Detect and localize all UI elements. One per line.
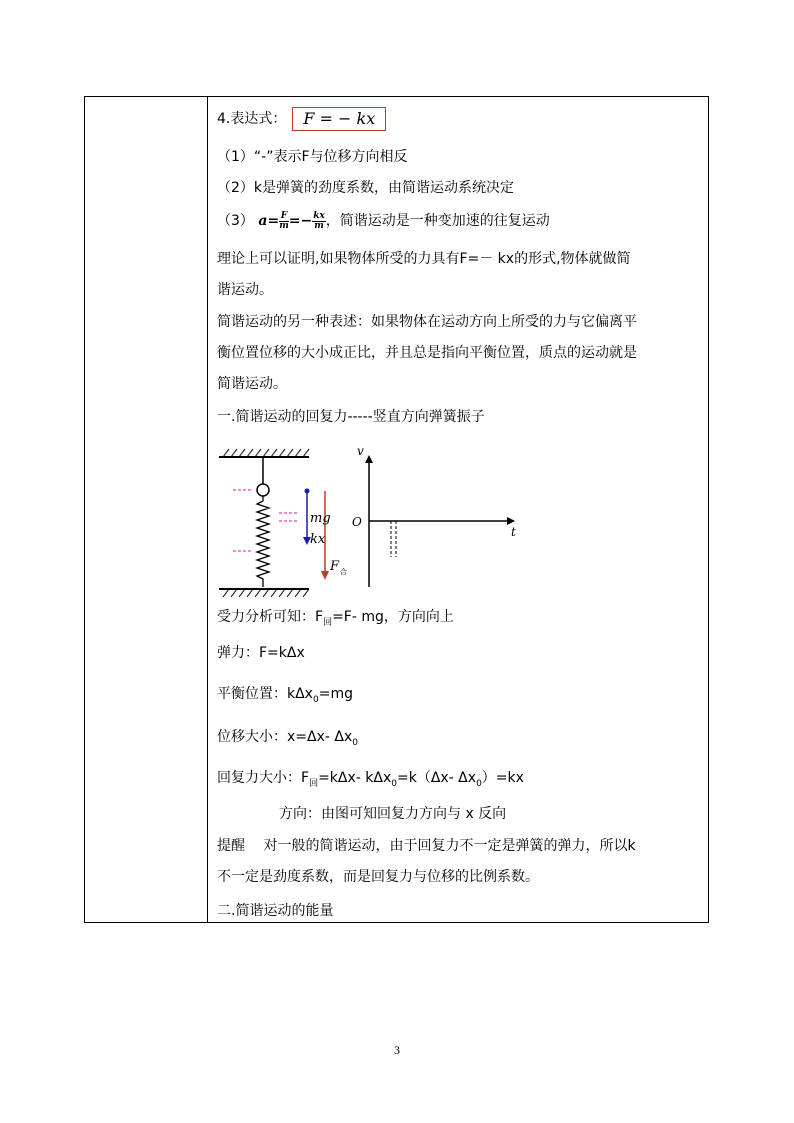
section-1-heading: 一.简谐运动的回复力-----竖直方向弹簧振子 (217, 409, 485, 425)
v-axis-arrow (365, 455, 373, 463)
section-2-heading: 二.简谐运动的能量 (217, 903, 334, 919)
F-label: F (330, 559, 340, 574)
mg-label: mg (310, 511, 331, 526)
velocity-dashes (391, 521, 396, 557)
tip-line-1: 提醒 对一般的简谐运动，由于回复力不一定是弹簧的弹力，所以k (217, 838, 636, 854)
kx-label: kx (310, 532, 326, 547)
red-arrow-head (321, 571, 329, 580)
force-analysis: 受力分析可知：$F_回=F-$ mg，方向向上 (217, 609, 454, 628)
origin-label: O (352, 515, 362, 529)
reference-dashes (233, 490, 299, 551)
item-3-prefix: （3） (217, 213, 254, 229)
direction-note: 方向：由图可知回复力方向与 x 反向 (279, 806, 507, 822)
floor-hatching (223, 589, 309, 597)
accel-symbol: a (258, 213, 268, 229)
v-label: v (357, 444, 364, 458)
t-axis-arrow (507, 517, 515, 525)
item-1: （1）“-”表示F与位移方向相反 (217, 149, 408, 165)
elastic-force: 弹力：F=kΔx (217, 645, 305, 661)
F-subscript: 合 (340, 568, 347, 576)
restoring-force: 回复力大小：$F_回=k\Delta x-$ kΔx$_0$=k（Δx- $\Delta x_0)=kx$ (217, 770, 524, 789)
mass-ball (257, 484, 269, 496)
paragraph-1-line-2: 谐运动。 (217, 282, 273, 298)
paragraph-2-line-2: 衡位置位移的大小成正比，并且总是指向平衡位置，质点的运动就是 (217, 345, 637, 361)
item-3: （3） a= $\frac{F}{m}$ =− $\frac{kx}{m}$ ，简谐运动是一种变加速的往复运动 (217, 210, 550, 231)
ceiling-hatching (223, 449, 309, 457)
paragraph-1-line-1: 理论上可以证明,如果物体所受的力具有F=－ kx的形式,物体就做简 (217, 251, 631, 267)
table-column-divider (207, 97, 208, 922)
tip-line-2: 不一定是劲度系数，而是回复力与位移的比例系数。 (217, 869, 539, 885)
fraction-kx-over-m: $\frac{kx}{m}$ (313, 210, 325, 231)
heading-text: 4.表达式： (217, 111, 287, 127)
formula-box: F = − kx (292, 107, 386, 131)
spring-coil (257, 496, 269, 587)
item-3-text: ，简谐运动是一种变加速的往复运动 (325, 213, 550, 229)
spring-oscillator-diagram (217, 439, 527, 599)
t-label: t (511, 525, 516, 539)
fraction-F-over-m: $\frac{F}{m}$ (279, 210, 289, 231)
page-number: 3 (394, 1043, 400, 1057)
equilibrium-position: 平衡位置：kΔx$_0$=mg (217, 686, 353, 705)
expression-heading (217, 107, 386, 131)
paragraph-2-line-3: 简谐运动。 (217, 376, 287, 392)
content-table (84, 96, 709, 923)
item-2: （2）k是弹簧的劲度系数，由简谐运动系统决定 (217, 180, 515, 196)
paragraph-2-line-1: 简谐运动的另一种表述：如果物体在运动方向上所受的力与它偏离平 (217, 314, 637, 330)
displacement-magnitude: 位移大小：x=Δx- $\Delta x_0$ (217, 729, 358, 748)
